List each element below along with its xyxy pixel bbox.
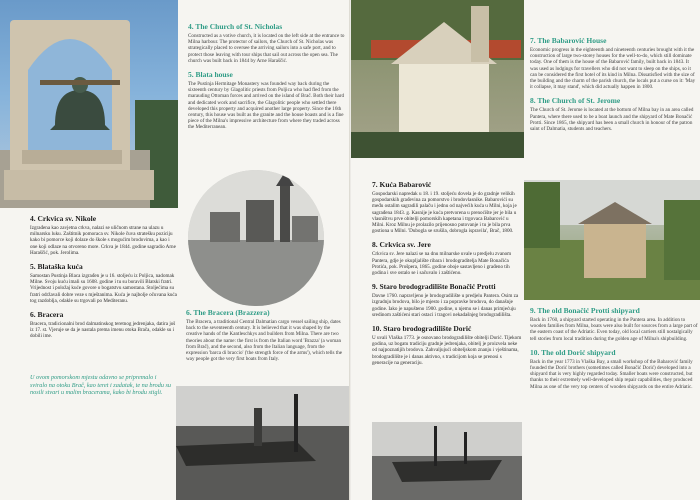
hr-title-5: 5. Blataška kuća bbox=[30, 262, 83, 272]
hr-title-8: 8. Crkvica sv. Jere bbox=[372, 240, 431, 250]
en-title-6: 6. The Bracera (Brazzera) bbox=[186, 308, 270, 317]
church-sketch bbox=[351, 0, 524, 158]
right-en-column-2 bbox=[530, 306, 698, 436]
hr-body-5: Samostan Pustinja Blaca izgrađen je u 16. stoljeću iz Poljica, nadomak Milne. Svoju kuću imali su 1608. godine i tu su boravili Blatski fratri. Vrijednost i položaj kuće govore o bogatstvu samostana. Stoljećima su fratri održavali dobre veze s mještanima. Kuća je najbolje očuvana kuća tog razdoblja, odakle su trgovali po Mediteranu. bbox=[30, 273, 177, 304]
chapel-sketch bbox=[524, 180, 700, 300]
en-body-7: Economic progress in the eighteenth and nineteenth centuries brought with it the construction of large two-storey houses for the well-to-do, which still dominate today. One of them is the house of the Babarović family, built back in 1843. It was used as lodgings for travellers who did not want to sleep on the ships, so it can be considered the first hotel of its kind in Milna. Dissatisfied with the size of the building and the charm of the parish church, the locals put a curse on it: 'May it collapse, it may stand', which did actually happen in 1800. bbox=[530, 47, 696, 91]
bracera-sketch bbox=[176, 386, 349, 500]
en-body-5: The Pustinja Hermitage Monastery was founded way back during the sixteenth century by Glagolitic priests from Poljica who had fled from the marauding Ottoman forces and arrived on the island of Brač. Both their hard and dedicated work and sacrifice, the Glagolitic people who settled there developed this property and acquired another large property. Since the 16th century, this house was built as the granite and the house boasts and is a fine piece of the Milna's impressive architecture from where they traded across the Mediterranean. bbox=[188, 81, 345, 131]
en-body-6: The Bracera, a traditional Central Dalmatian cargo vessel sailing ship, dates back to the seventeenth century. It is believed that it was shaped by the creative hands of the Kantleschkys and builders from Milna. There are two theories about the name: the first is from the Italian word 'Brazza' (a woman from Brač), and the second, also from the Italian language, from the expression 'barca di braccio' ('the strength force of the arms'), which tells the way people got the very first boats from Italy. bbox=[186, 319, 343, 363]
en-title-4: 4. The Church of St. Nicholas bbox=[188, 22, 283, 31]
old-harbour-photo bbox=[188, 170, 324, 306]
en-body-9: Back in 1760, a shipyard started operating in the Pantera area. In addition to wooden families from Milna, boats were also built for sources from a large part of the eastern coast of the Adriatic. Even today, old local carriers still nostalgically tell stories from local tradition during the golden age of Milna's shipbuilding. bbox=[530, 317, 698, 342]
hr-caption: U ovom pomorskom mjestu odavno se pripremalo i sviralo na otoku Brač, kao teret i zadatak, te na brodu su nosili stvari u malim bracerama, kako bi brodu stigli. bbox=[30, 374, 171, 397]
hr-body-9: Davne 1760. napravljeno je brodogradilište u predjelu Pantera. Osim za izgradnju brodova, bilo je mjesto i za popravke brodova, do današnje godine. Iako je napušteno 1900. godine, u njemu se i danas primjećuju sredinom zaštićeni stari ostaci i tragovi nekadašnjeg brodogradilišta. bbox=[372, 293, 519, 318]
en-title-10: 10. The old Dorić shipyard bbox=[530, 347, 616, 357]
en-body-10: Back in the year 1773 in Vlaška Bay, a small workshop of the Babarović family founded the Dorić brothers (sometimes called Bonačić Dorić) developed into a shipyard that is very highly regarded today. Smaller boats were constructed, but thanks to their extremely well-developed ship repair capabilities, they produced Milna as one of the very top centers of wooden shipyards on the entire Adriatic. bbox=[530, 358, 693, 390]
right-en-column bbox=[530, 36, 698, 172]
hr-title-7: 7. Kuća Babarović bbox=[372, 180, 432, 189]
shipyard-sketch bbox=[372, 422, 522, 500]
left-en-column-2 bbox=[186, 308, 346, 388]
bell-tower-photo bbox=[0, 0, 178, 208]
hr-body-8: Crkvica sv. Jere nalazi se na dnu milnarske uvale u predjelu zvanom Pantera, gdje je okupljalište ribara i brodograditelja Mate Bonačića Protića, pok. Prošpera, 1865. godine oboje sastavljeno i građeno tih godina i sve ostalo se i sačuvalo i zaštićeno. bbox=[372, 251, 512, 277]
harbour-sketch bbox=[188, 170, 324, 306]
hr-title-10: 10. Staro brodogradilište Dorić bbox=[372, 324, 472, 334]
en-body-8: The Church of St. Jerome is located at the bottom of Milna bay in an area called Pantera, where there used to be a boat launch and the shipyard of Mate Bonačić Protti. Since 1865, the shipyard has been a small church in honour of the patron saint of Dalmatia, students and teachers. bbox=[530, 107, 694, 133]
right-hr-column bbox=[372, 180, 522, 440]
hr-body-7: Gospodarski napredak u 18. i 19. stoljeću dovela je do gradnje velikih gospodarskih građevina za pomorstvo i brodovlasnike. Babarovići su među ostalim sagradili palaču i jednu od najvećih kuća u Milni, koja je sagrađena 1843. g. Kasnije je kuća pretvorena u prenoćište jer je bila u vlasništvu prve obitelji pomorskih kapetana i trgovaca Babarović u Milni. Kroz Milnu je prolazilo prijenosno putovanje i tu je bila prva gostiona u Milni. 'Dubogla se srušila, dobrogla ispravila', Brač, 1800. bbox=[372, 191, 517, 235]
hr-title-6: 6. Bracera bbox=[30, 310, 64, 320]
en-body-4: Constructed as a votive church, it is located on the left side at the entrance to Milna harbour. The protector of sailors, the Church of St. Nicholas was strategically placed to oversee the arriving sailors into a safe port, and to protect those leaving with tour ships that sail out across the open sea. The church was built back in 1844 by Arne Haraščić. bbox=[188, 33, 345, 64]
hr-body-6: Bracera, tradicionalni brod dalmatinskog teretnog jedrenjaka, datira još iz 17. st. Vjeruje se da je nastala prema imenu otoka Brača, odakle su i dobili ime. bbox=[30, 321, 176, 340]
bracera-photo bbox=[176, 386, 349, 500]
en-title-5: 5. Blata house bbox=[188, 70, 233, 80]
left-hr-column bbox=[30, 214, 178, 396]
hr-title-4: 4. Crkvica sv. Nikole bbox=[30, 214, 97, 223]
en-title-7: 7. The Babarović House bbox=[530, 36, 607, 45]
en-title-9: 9. The old Bonačić Protti shipyard bbox=[530, 306, 640, 315]
en-title-8: 8. The Church of St. Jerome bbox=[530, 96, 621, 106]
bell-tower-illustration bbox=[0, 0, 178, 208]
church-photo bbox=[351, 0, 524, 158]
hr-body-4: Izgrađena kao zavjetna crkva, nalazi se uličnom strane na ulazu u milnarsku luku. Zaštitnik pomoraca sv. Nikole čuva stratešku poziciju kako bi pomorce koji dolaze do škole s mogućim brodovima, a kao i one koji odlaze na otvoreno more. Crkva je 1844. godine sagradio Arne Haraščić, pok. Jerolima. bbox=[30, 225, 176, 256]
left-en-column bbox=[188, 22, 346, 190]
shipyard-photo bbox=[372, 422, 522, 500]
hr-body-10: U uvali Vlaška 1773. je osnovano brodogradilište obitelji Dorić. Tijekom godina, uz bogatu tradiciju gradnje jedrenjaka, obitelj je proizvela neke od najpoznatijih brodova. Zahvaljujući obiteljskom znanju i vještinama, brodogradilište je i danas aktivno, s tradicijom koja se prenosi s generacije na generaciju. bbox=[372, 335, 522, 366]
stone-chapel-photo bbox=[524, 180, 700, 300]
hr-title-9: 9. Staro brodogradilište Bonačić Protti bbox=[372, 282, 496, 292]
